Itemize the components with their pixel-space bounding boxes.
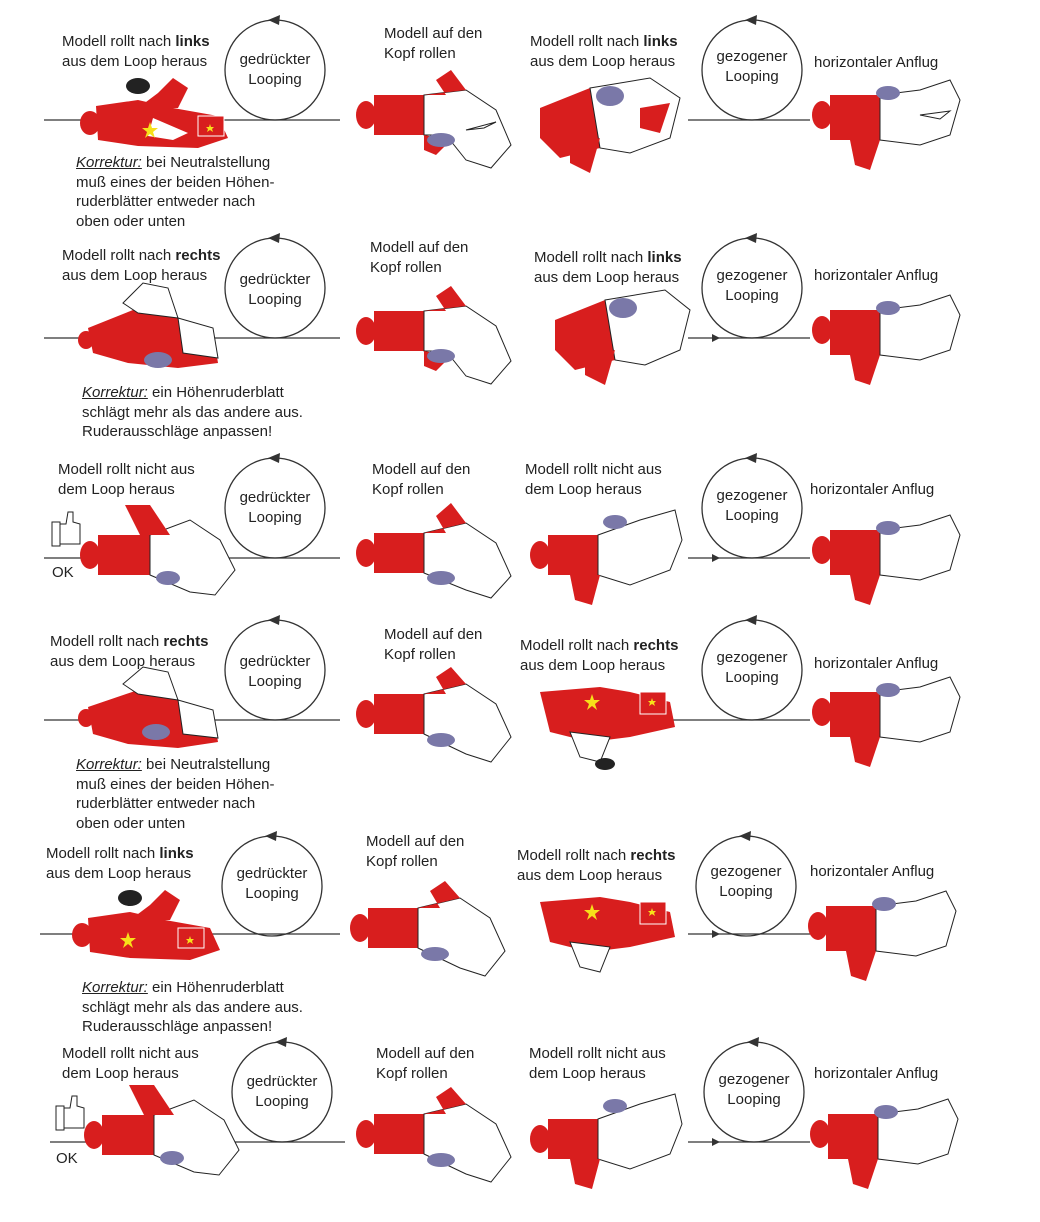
plane-approach-icon xyxy=(812,677,960,767)
plane-approach-icon xyxy=(810,1099,958,1189)
ok-label: OK xyxy=(56,1150,78,1167)
push-loop-label: gedrückter Looping xyxy=(239,653,311,690)
plane-banked-icon xyxy=(80,78,228,148)
approach-label: horizontaler Anflug xyxy=(814,267,939,284)
plane-level-icon xyxy=(80,505,235,595)
left-roll-label: Modell rollt nicht aus dem Loop heraus xyxy=(62,1045,199,1082)
left-roll-label: Modell rollt nach rechts aus dem Loop heraus xyxy=(50,633,209,670)
plane-inverted-icon xyxy=(356,667,511,762)
plane-banked-star-icon xyxy=(540,897,675,972)
plane-banked-icon xyxy=(72,890,220,960)
inverted-label: Modell auf den Kopf rollen xyxy=(366,833,465,870)
inverted-label: Modell auf den Kopf rollen xyxy=(384,626,483,663)
right-roll-label: Modell rollt nicht aus dem Loop heraus xyxy=(525,461,662,498)
inverted-label: Modell auf den Kopf rollen xyxy=(372,461,471,498)
pull-loop-label: gezogener Looping xyxy=(710,863,782,900)
thumbs-up-icon xyxy=(52,512,80,546)
plane-inverted-icon xyxy=(356,70,511,168)
loop-arrow-icon xyxy=(745,15,757,25)
direction-arrow-icon xyxy=(712,930,720,938)
direction-arrow-icon xyxy=(712,334,720,342)
correction-note: Korrektur: bei Neutralstellung muß eines der beiden Höhen- ruderblätter entweder nach oben oder unten xyxy=(76,154,275,230)
pull-loop-label: gezogener Looping xyxy=(716,48,788,85)
plane-pulled-icon xyxy=(530,1094,682,1189)
plane-approach-icon xyxy=(812,80,960,170)
inverted-label: Modell auf den Kopf rollen xyxy=(370,239,469,276)
plane-inverted-icon xyxy=(356,503,511,598)
correction-note: Korrektur: ein Höhenruderblatt schlägt mehr als das andere aus. Ruderausschläge anpassen! xyxy=(82,384,303,440)
pull-loop-label: gezogener Looping xyxy=(716,649,788,686)
left-roll-label: Modell rollt nach rechts aus dem Loop heraus xyxy=(62,247,221,284)
plane-banked-star-icon xyxy=(540,687,675,770)
plane-banked-right-icon xyxy=(78,283,218,368)
right-roll-label: Modell rollt nach links aus dem Loop heraus xyxy=(534,249,682,286)
loop-arrow-icon xyxy=(275,1037,287,1047)
loop-arrow-icon xyxy=(268,615,280,625)
right-roll-label: Modell rollt nach links aus dem Loop heraus xyxy=(530,33,678,70)
thumbs-up-icon xyxy=(56,1096,84,1130)
left-roll-label: Modell rollt nicht aus dem Loop heraus xyxy=(58,461,195,498)
correction-note: Korrektur: ein Höhenruderblatt schlägt mehr als das andere aus. Ruderausschläge anpassen! xyxy=(82,979,303,1035)
right-roll-label: Modell rollt nach rechts aus dem Loop heraus xyxy=(520,637,679,674)
plane-approach-icon xyxy=(812,295,960,385)
pull-loop-label: gezogener Looping xyxy=(718,1071,790,1108)
push-loop-label: gedrückter Looping xyxy=(239,51,311,88)
plane-rolled-icon xyxy=(555,290,690,385)
push-loop-label: gedrückter Looping xyxy=(246,1073,318,1110)
approach-label: horizontaler Anflug xyxy=(814,655,939,672)
plane-approach-icon xyxy=(808,891,956,981)
plane-pulled-icon xyxy=(530,510,682,605)
right-roll-label: Modell rollt nach rechts aus dem Loop heraus xyxy=(517,847,676,884)
plane-banked-right-icon xyxy=(78,667,218,748)
loop-arrow-icon xyxy=(268,15,280,25)
loop-arrow-icon xyxy=(745,453,757,463)
plane-rolled-icon xyxy=(540,78,680,173)
push-loop-label: gedrückter Looping xyxy=(239,271,311,308)
plane-inverted-icon xyxy=(356,286,511,384)
loop-arrow-icon xyxy=(739,831,751,841)
plane-inverted-icon xyxy=(350,881,505,976)
approach-label: horizontaler Anflug xyxy=(810,863,935,880)
inverted-label: Modell auf den Kopf rollen xyxy=(384,25,483,62)
loop-arrow-icon xyxy=(268,453,280,463)
approach-label: horizontaler Anflug xyxy=(814,1065,939,1082)
inverted-label: Modell auf den Kopf rollen xyxy=(376,1045,475,1082)
pull-loop-label: gezogener Looping xyxy=(716,267,788,304)
pull-loop-label: gezogener Looping xyxy=(716,487,788,524)
direction-arrow-icon xyxy=(712,1138,720,1146)
direction-arrow-icon xyxy=(712,554,720,562)
approach-label: horizontaler Anflug xyxy=(810,481,935,498)
push-loop-label: gedrückter Looping xyxy=(236,865,308,902)
push-loop-label: gedrückter Looping xyxy=(239,489,311,526)
loop-arrow-icon xyxy=(268,233,280,243)
loop-arrow-icon xyxy=(745,233,757,243)
plane-inverted-icon xyxy=(356,1087,511,1182)
correction-note: Korrektur: bei Neutralstellung muß eines der beiden Höhen- ruderblätter entweder nach oben oder unten xyxy=(76,756,275,832)
plane-level-icon xyxy=(84,1085,239,1175)
loop-arrow-icon xyxy=(745,615,757,625)
approach-label: horizontaler Anflug xyxy=(814,54,939,71)
ok-label: OK xyxy=(52,564,74,581)
plane-approach-icon xyxy=(812,515,960,605)
left-roll-label: Modell rollt nach links aus dem Loop heraus xyxy=(62,33,210,70)
right-roll-label: Modell rollt nicht aus dem Loop heraus xyxy=(529,1045,666,1082)
left-roll-label: Modell rollt nach links aus dem Loop heraus xyxy=(46,845,194,882)
loop-arrow-icon xyxy=(265,831,277,841)
loop-arrow-icon xyxy=(747,1037,759,1047)
